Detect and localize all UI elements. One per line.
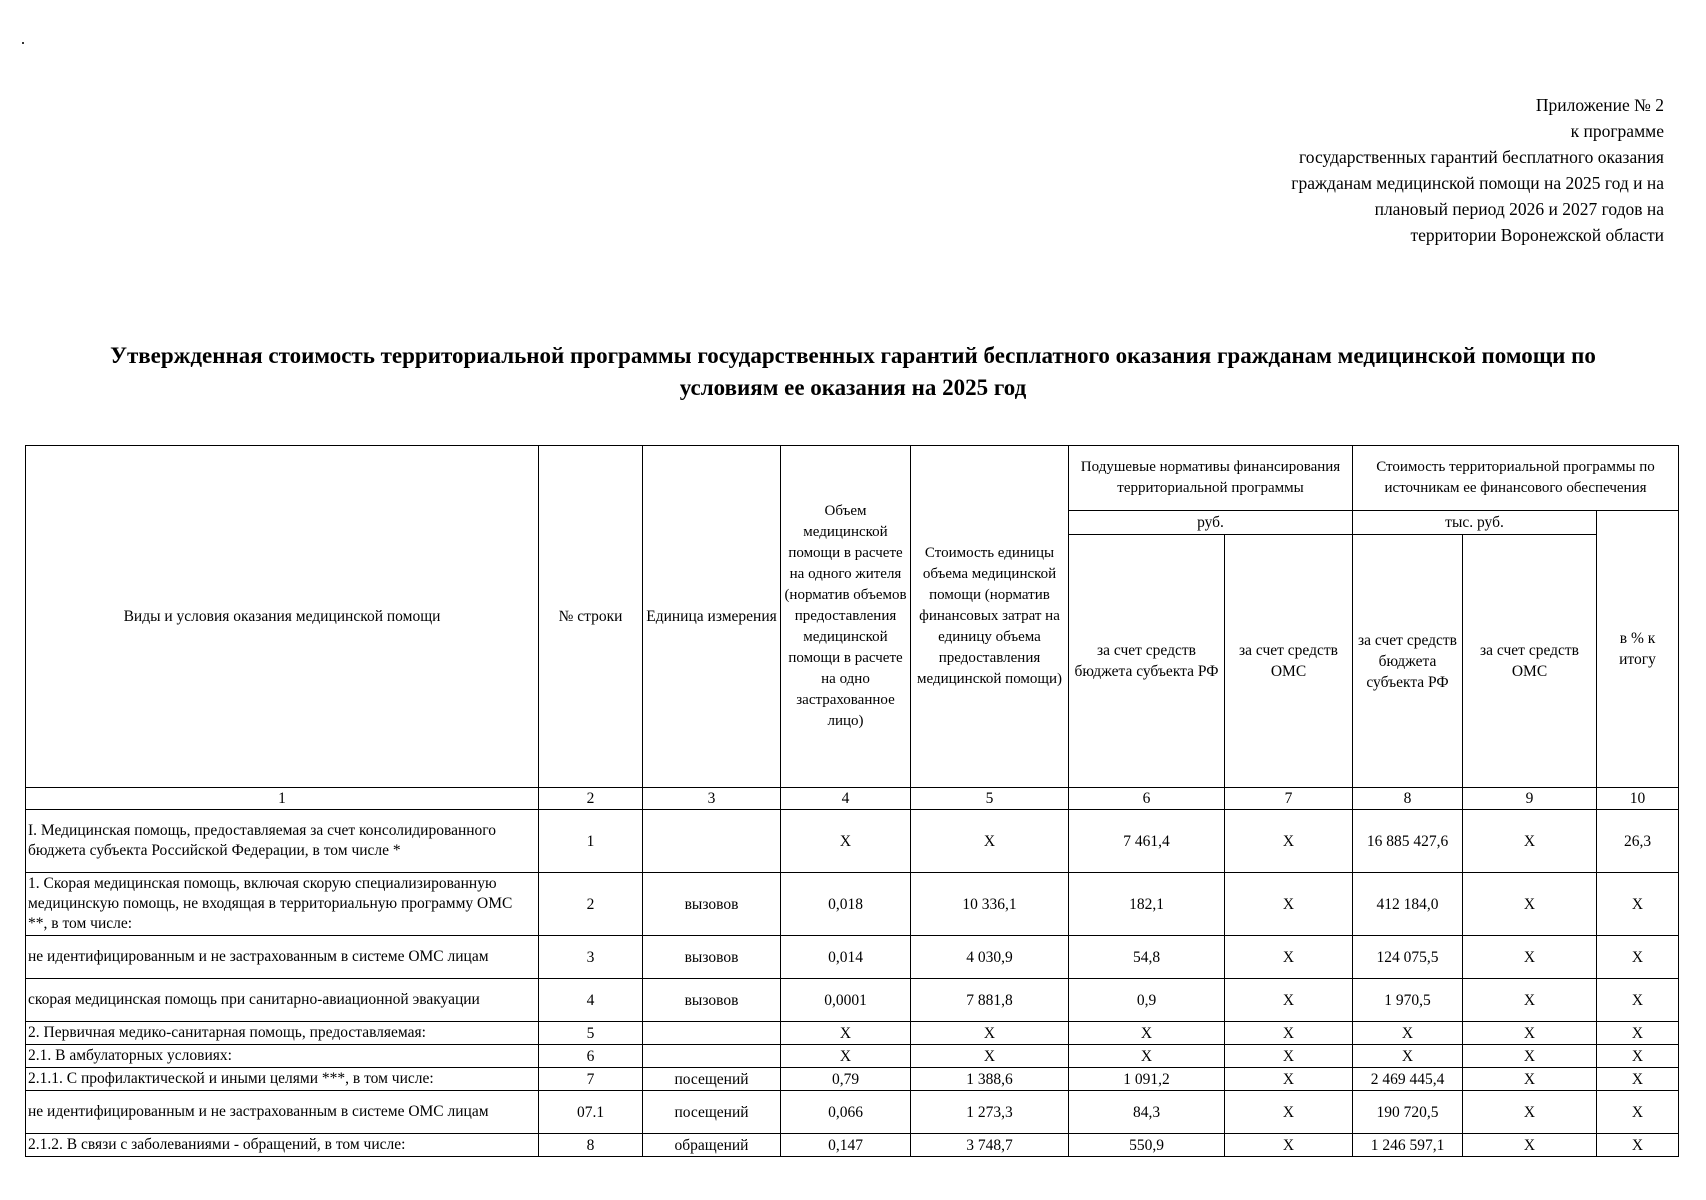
row-number: 4: [539, 979, 643, 1022]
header-unit: Единица измерения: [643, 446, 781, 788]
row-oms-rub: X: [1225, 1068, 1353, 1091]
row-oms-thous: X: [1463, 1134, 1597, 1157]
appendix-block: [1291, 92, 1664, 248]
table-row: [26, 1134, 1679, 1157]
row-oms-thous: X: [1463, 1068, 1597, 1091]
column-number: 4: [781, 788, 911, 810]
row-volume: X: [781, 810, 911, 873]
row-volume: 0,79: [781, 1068, 911, 1091]
header-kind: Виды и условия оказания медицинской помощи: [26, 446, 539, 788]
row-number: 3: [539, 936, 643, 979]
table-row: [26, 810, 1679, 873]
row-budget-thous: 124 075,5: [1353, 936, 1463, 979]
row-percent: X: [1597, 1022, 1679, 1045]
header-rub: руб.: [1069, 511, 1353, 535]
row-name: 2.1. В амбулаторных условиях:: [26, 1045, 539, 1068]
row-budget-rub: 1 091,2: [1069, 1068, 1225, 1091]
row-unit: [643, 1045, 781, 1068]
row-budget-thous: 2 469 445,4: [1353, 1068, 1463, 1091]
table-row: [26, 1045, 1679, 1068]
row-oms-rub: X: [1225, 810, 1353, 873]
row-oms-thous: X: [1463, 873, 1597, 936]
row-percent: X: [1597, 979, 1679, 1022]
appendix-line: территории Воронежской области: [1410, 225, 1664, 245]
row-name: скорая медицинская помощь при санитарно-авиационной эвакуации: [26, 979, 539, 1022]
row-unit-cost: X: [911, 1045, 1069, 1068]
row-budget-thous: 16 885 427,6: [1353, 810, 1463, 873]
row-unit-cost: 7 881,8: [911, 979, 1069, 1022]
row-budget-thous: X: [1353, 1045, 1463, 1068]
row-budget-rub: X: [1069, 1045, 1225, 1068]
row-oms-rub: X: [1225, 979, 1353, 1022]
row-budget-rub: 550,9: [1069, 1134, 1225, 1157]
row-oms-thous: X: [1463, 936, 1597, 979]
appendix-line: государственных гарантий бесплатного оказания: [1299, 147, 1664, 167]
row-volume: 0,066: [781, 1091, 911, 1134]
row-oms-rub: X: [1225, 1045, 1353, 1068]
row-unit-cost: 1 388,6: [911, 1068, 1069, 1091]
header-row-no: № строки: [539, 446, 643, 788]
column-number: 6: [1069, 788, 1225, 810]
document-title: [30, 340, 1676, 404]
header-budget-rf-2: за счет средств бюджета субъекта РФ: [1353, 535, 1463, 788]
row-oms-thous: X: [1463, 1091, 1597, 1134]
appendix-line: плановый период 2026 и 2027 годов на: [1374, 199, 1664, 219]
row-name: 1. Скорая медицинская помощь, включая скорую специализированную медицинскую помощь, не входящая в территориальную программу ОМС **, в том числе:: [26, 873, 539, 936]
row-percent: X: [1597, 1045, 1679, 1068]
row-unit-cost: 10 336,1: [911, 873, 1069, 936]
column-number: 10: [1597, 788, 1679, 810]
row-percent: 26,3: [1597, 810, 1679, 873]
row-unit: обращений: [643, 1134, 781, 1157]
row-name: не идентифицированным и не застрахованным в системе ОМС лицам: [26, 936, 539, 979]
table-row: [26, 873, 1679, 936]
row-unit-cost: 1 273,3: [911, 1091, 1069, 1134]
row-oms-thous: X: [1463, 1045, 1597, 1068]
row-unit: посещений: [643, 1091, 781, 1134]
header-per-capita: Подушевые нормативы финансирования территориальной программы: [1069, 446, 1353, 511]
row-number: 07.1: [539, 1091, 643, 1134]
row-budget-rub: 0,9: [1069, 979, 1225, 1022]
column-number-row: [26, 788, 1679, 810]
row-budget-thous: 412 184,0: [1353, 873, 1463, 936]
row-volume: 0,018: [781, 873, 911, 936]
column-number: 3: [643, 788, 781, 810]
row-volume: X: [781, 1022, 911, 1045]
row-name: 2.1.2. В связи с заболеваниями - обращений, в том числе:: [26, 1134, 539, 1157]
row-number: 8: [539, 1134, 643, 1157]
row-number: 5: [539, 1022, 643, 1045]
row-volume: 0,0001: [781, 979, 911, 1022]
row-budget-rub: 54,8: [1069, 936, 1225, 979]
row-unit-cost: X: [911, 1022, 1069, 1045]
row-unit: посещений: [643, 1068, 781, 1091]
table-row: [26, 1022, 1679, 1045]
appendix-line: Приложение № 2: [1535, 95, 1664, 115]
appendix-line: к программе: [1570, 121, 1664, 141]
row-oms-thous: X: [1463, 979, 1597, 1022]
row-oms-thous: X: [1463, 810, 1597, 873]
row-budget-thous: 1 970,5: [1353, 979, 1463, 1022]
row-unit: вызовов: [643, 873, 781, 936]
table-row: [26, 1091, 1679, 1134]
column-number: 8: [1353, 788, 1463, 810]
row-budget-thous: X: [1353, 1022, 1463, 1045]
row-unit: вызовов: [643, 979, 781, 1022]
row-budget-thous: 1 246 597,1: [1353, 1134, 1463, 1157]
header-unit-cost: Стоимость единицы объема медицинской помощи (норматив финансовых затрат на единицу объема предоставления медицинской помощи): [911, 446, 1069, 788]
row-percent: X: [1597, 873, 1679, 936]
column-number: 9: [1463, 788, 1597, 810]
cost-table: [25, 445, 1679, 1157]
header-percent-total: в % к итогу: [1597, 511, 1679, 788]
row-unit: вызовов: [643, 936, 781, 979]
column-number: 5: [911, 788, 1069, 810]
row-budget-rub: 7 461,4: [1069, 810, 1225, 873]
header-budget-rf: за счет средств бюджета субъекта РФ: [1069, 535, 1225, 788]
row-budget-rub: 84,3: [1069, 1091, 1225, 1134]
row-unit: [643, 810, 781, 873]
row-number: 1: [539, 810, 643, 873]
table-row: [26, 1068, 1679, 1091]
row-oms-rub: X: [1225, 936, 1353, 979]
table-row: [26, 979, 1679, 1022]
row-volume: X: [781, 1045, 911, 1068]
row-volume: 0,014: [781, 936, 911, 979]
row-budget-rub: X: [1069, 1022, 1225, 1045]
header-oms: за счет средств ОМС: [1225, 535, 1353, 788]
header-oms-2: за счет средств ОМС: [1463, 535, 1597, 788]
header-thous-rub: тыс. руб.: [1353, 511, 1597, 535]
row-percent: X: [1597, 936, 1679, 979]
column-number: 2: [539, 788, 643, 810]
title-line-1: Утвержденная стоимость территориальной программы государственных гарантий бесплатного оказания гражданам медицинской помощи по: [110, 343, 1596, 368]
header-volume: Объем медицинской помощи в расчете на одного жителя (норматив объемов предоставления медицинской помощи в расчете на одно застрахованное лицо): [781, 446, 911, 788]
row-unit-cost: X: [911, 810, 1069, 873]
column-number: 1: [26, 788, 539, 810]
row-unit: [643, 1022, 781, 1045]
row-name: не идентифицированным и не застрахованным в системе ОМС лицам: [26, 1091, 539, 1134]
row-unit-cost: 3 748,7: [911, 1134, 1069, 1157]
row-oms-rub: X: [1225, 1134, 1353, 1157]
row-oms-rub: X: [1225, 873, 1353, 936]
row-name: 2.1.1. С профилактической и иными целями ***, в том числе:: [26, 1068, 539, 1091]
row-number: 6: [539, 1045, 643, 1068]
header-cost-program: Стоимость территориальной программы по источникам ее финансового обеспечения: [1353, 446, 1679, 511]
row-unit-cost: 4 030,9: [911, 936, 1069, 979]
row-percent: X: [1597, 1091, 1679, 1134]
row-oms-rub: X: [1225, 1091, 1353, 1134]
row-oms-rub: X: [1225, 1022, 1353, 1045]
column-number: 7: [1225, 788, 1353, 810]
title-line-2: условиям ее оказания на 2025 год: [679, 375, 1027, 400]
row-percent: X: [1597, 1134, 1679, 1157]
row-volume: 0,147: [781, 1134, 911, 1157]
row-name: 2. Первичная медико-санитарная помощь, предоставляемая:: [26, 1022, 539, 1045]
row-number: 7: [539, 1068, 643, 1091]
row-oms-thous: X: [1463, 1022, 1597, 1045]
row-budget-thous: 190 720,5: [1353, 1091, 1463, 1134]
row-budget-rub: 182,1: [1069, 873, 1225, 936]
scan-dot: [22, 42, 24, 44]
appendix-line: гражданам медицинской помощи на 2025 год и на: [1291, 173, 1664, 193]
table-row: [26, 936, 1679, 979]
row-number: 2: [539, 873, 643, 936]
row-percent: X: [1597, 1068, 1679, 1091]
row-name: I. Медицинская помощь, предоставляемая за счет консолидированного бюджета субъекта Российской Федерации, в том числе *: [26, 810, 539, 873]
